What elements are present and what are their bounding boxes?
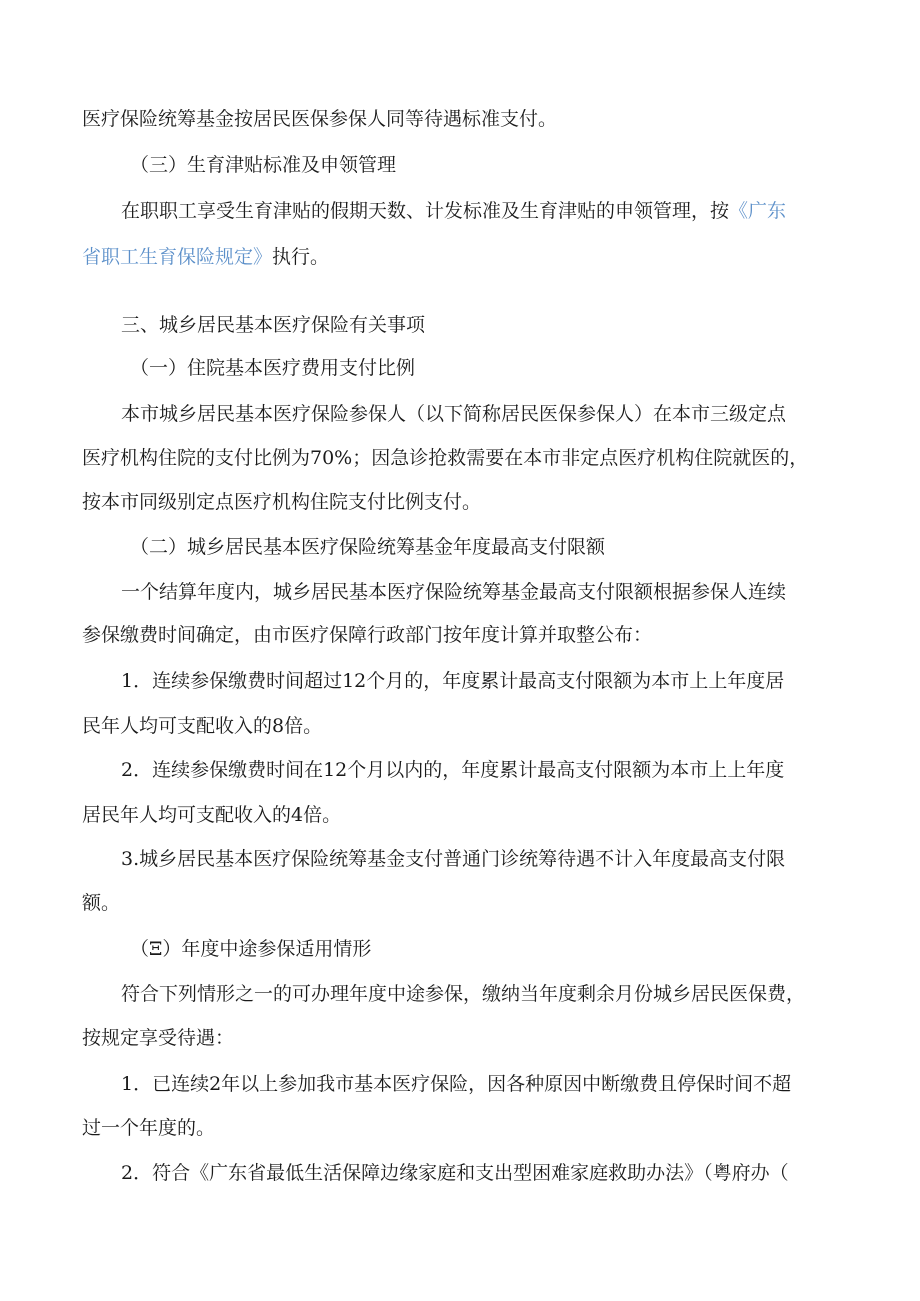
regulation-link[interactable]: 省职工生育保险规定》 [82,246,273,268]
list-item-line: 1．已连续2年以上参加我市基本医疗保险，因各种原因中断缴费且停保时间不超 [121,1073,792,1095]
paragraph-line: 符合下列情形之一的可办理年度中途参保，缴纳当年度剩余月份城乡居民医保费， [121,983,806,1005]
list-item-line: 2．符合《广东省最低生活保障边缘家庭和支出型困难家庭救助办法》（粤府办（ [121,1162,789,1184]
paragraph-line [82,244,842,270]
list-item-line: 3.城乡居民基本医疗保险统筹基金支付普通门诊统筹待遇不计入年度最高支付限 [121,848,786,870]
paragraph-line: 按本市同级别定点医疗机构住院支付比例支付。 [82,491,482,513]
paragraph-line: 参保缴费时间确定，由市医疗保障行政部门按年度计算并取整公布： [82,624,653,646]
paragraph-text: 在职职工享受生育津贴的假期天数、计发标准及生育津贴的申领管理，按 [121,200,730,222]
list-item-line: 额。 [82,892,121,914]
paragraph-line [121,198,881,224]
paragraph-line: 一个结算年度内，城乡居民基本医疗保险统筹基金最高支付限额根据参保人连续 [121,581,787,603]
paragraph-line: 本市城乡居民基本医疗保险参保人（以下简称居民医保参保人）在本市三级定点 [121,403,787,425]
section-heading: （二）城乡居民基本医疗保险统筹基金年度最高支付限额 [130,536,606,558]
paragraph-line: 医疗保险统筹基金按居民医保参保人同等待遇标准支付。 [82,108,558,130]
list-item-line: 居民年人均可支配收入的4倍。 [82,804,342,826]
section-heading: （Ξ）年度中途参保适用情形 [130,938,372,960]
paragraph-line: 医疗机构住院的支付比例为70%；因急诊抢救需要在本市非定点医疗机构住院就医的， [82,447,809,469]
paragraph-text: 执行。 [272,246,330,268]
section-heading: （一）住院基本医疗费用支付比例 [130,357,416,379]
list-item-line: 2．连续参保缴费时间在12个月以内的，年度累计最高支付限额为本市上上年度 [121,759,785,781]
list-item-line: 过一个年度的。 [82,1117,216,1139]
list-item-line: 1．连续参保缴费时间超过12个月的，年度累计最高支付限额为本市上上年度居 [121,670,785,692]
section-heading: （三）生育津贴标准及申领管理 [130,154,397,176]
chapter-heading: 三、城乡居民基本医疗保险有关事项 [121,314,426,336]
list-item-line: 民年人均可支配收入的8倍。 [82,715,323,737]
regulation-link[interactable]: 《广东 [729,200,787,222]
paragraph-line: 按规定享受待遇： [82,1027,235,1049]
